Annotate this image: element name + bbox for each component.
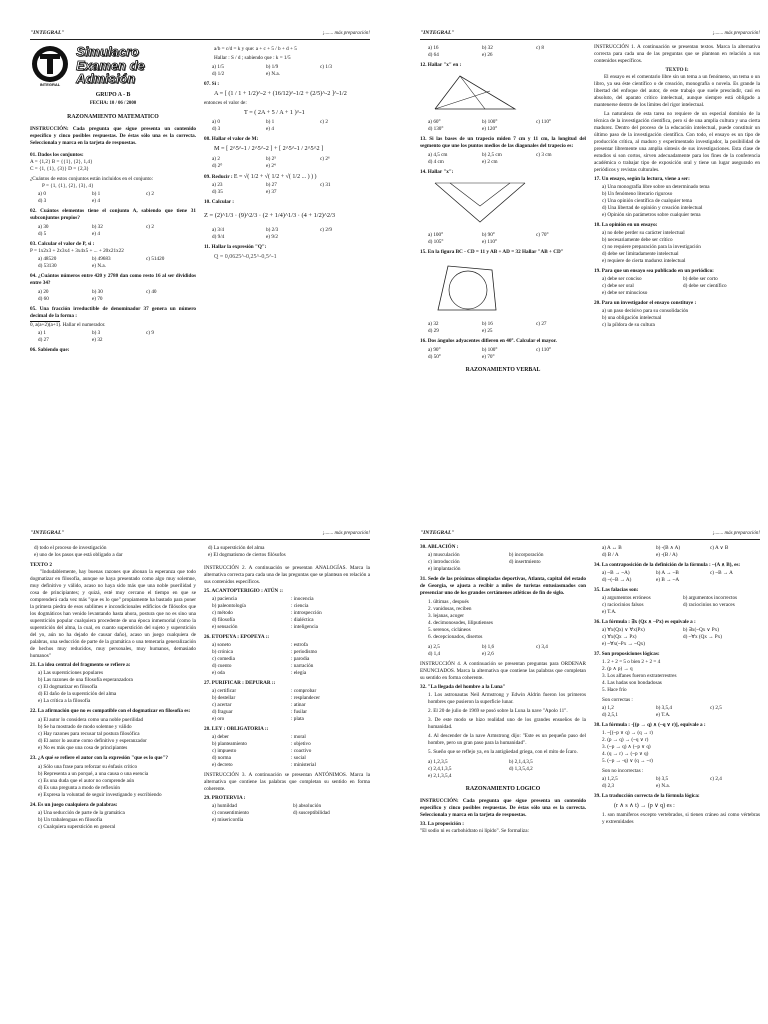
option[interactable]: c) 3,4 [536,643,548,650]
option[interactable]: d) 53130 [38,262,57,269]
option[interactable]: a) 3/4 [212,226,224,233]
option[interactable]: a) 20 [38,288,49,295]
logo-line-3: Admisión [76,71,136,87]
option[interactable]: e) debe ser minucioso [602,290,648,297]
option[interactable]: a) 100° [428,231,444,238]
option[interactable]: d) 35 [212,188,223,195]
option[interactable]: e) Expresa la voluntad de seguir investigando y escribiendo [38,792,162,799]
option[interactable]: c) 110° [536,346,551,353]
option[interactable]: a) 1/5 [212,63,224,70]
option[interactable]: b) necesariamente debe ser crítico [602,236,673,243]
math-formula: A = [ (1 / 1 + 1/2)^-2 + (16/12)^-1/2 + (2/5)^-2 ]^-1/2 [214,89,347,97]
option[interactable]: a) 1 [38,330,46,337]
math-formula: Q = 0,0625^-0,25^-0,5^-1 [214,253,277,260]
option[interactable]: d) 1,3,5,4,2 [509,765,533,772]
option[interactable]: c) 2,4,1,3,5 [428,765,452,772]
option[interactable]: e) 4 [92,197,100,204]
option[interactable]: a) 23 [212,181,223,188]
option[interactable]: c) Cualquiera superstición en general [38,824,116,831]
option[interactable]: e) N.a. [266,70,280,77]
option[interactable]: e) El dogmatismo de ciertos filósofos [208,551,286,558]
text-paragraph: "Indudablemente, hay buenas razones que abonan la esperanza que todo dogmatizar en filosofía, aunque se haya presentado como algo muy solemne, muy definitivo y válido, acaso no haya sido más que una noble puerilidad y cosa de principiantes; y quizá, esté muy cercano el tiempo en que se comprenderá cada vez más "que es lo que" propiamente ha bastado para poner la primera piedra de esos sublimes e incondicionales edificios de filósofos que los dogmáticos han venido levantando hasta ahora, postura que no es sino una superstición popular cualquiera procedente de una época inmemorial (como la superstición del alma, la cual, en cuanto superstición del sujeto y superstición del yo, aún no ha dejado de causar daño), acaso un juego cualquiera de palabras, una seducción de parte de la gramática o una temeraria generalización de hechos muy reducidos, muy personales, muy humanos, demasiado humanos" [30,568,196,659]
option[interactable]: c) 3 cm [536,151,552,158]
option[interactable]: e) No es más que una cosa de principiantes [38,744,128,751]
question-17: 17. Un ensayo, según la lectura, viene a ser: a) Una monografía libre sobre un determinado tema b) Un fenómeno literario riguroso c) Una opinión científica de cualquier tema d) Una libertad de opinión y creación intelectual e) Opinión sin parámetros sobre cualquier tema [594,176,760,219]
option[interactable]: e) uno de los pasos que está obligado a dar [34,551,123,558]
option[interactable]: d) 5 [38,230,47,237]
option[interactable]: b) absolución [293,803,322,810]
option[interactable]: a) 90° [428,346,441,353]
option[interactable]: a) 60° [428,118,441,125]
option[interactable]: a) argumentos erróneos [602,594,651,601]
option[interactable]: d) El autor lo asume como definitivo y esperanzador [38,737,147,744]
option[interactable]: a) Una seducción de parte de la gramática [38,810,125,817]
option[interactable]: a) musculación [428,551,460,558]
page-4 [420,530,760,1010]
option[interactable]: a) 1,2,5 [602,776,618,782]
option[interactable]: a) A ↔ B [602,544,622,551]
header-slogan: ¡....... más preparación! [712,30,760,36]
logo-ring-text: INTEGRAL [39,81,61,87]
option[interactable]: c) consentimiento [212,810,250,817]
exam-logo [30,44,196,88]
option[interactable]: d) 29 [428,327,439,334]
option[interactable]: e) misericordia [212,817,244,824]
header-title: "INTEGRAL" [30,30,65,36]
option[interactable]: b) 1 [266,119,275,126]
option[interactable]: c) ∀x(Qx → Px) [602,633,637,640]
option[interactable]: c) Es una duda que el autor no comprende aún [38,778,135,785]
option[interactable]: d) Es una pregunta a modo de reflexión [38,785,120,792]
page-3 [30,530,370,1010]
exam-date: FECHA: 10 / 06 / 2000 [89,101,137,107]
option[interactable]: b) 32 [482,44,493,51]
option[interactable]: a) un paso decisivo para su consolidación [602,308,689,315]
option[interactable]: b) argumentos incorrectos [683,594,738,601]
option[interactable]: c) raciocinios falsos [602,601,644,608]
question-20: 20. Para un investigador el ensayo constituye : a) un paso decisivo para su consolidación b) una obligación intelectual c) la píldora de su cultura [594,300,760,329]
option[interactable]: b) Se ha mostrado de modo solemne y válido [38,723,132,730]
option[interactable]: b) 100° [482,118,498,125]
option[interactable]: b) Un fenómeno literario riguroso [602,190,673,197]
option[interactable]: b) 1,6 [482,643,495,650]
option[interactable]: c) 2 [320,119,328,126]
question-18: 18. La opinión en un ensayo: a) no debe perder su carácter intelectual b) necesariamente debe ser crítico c) no requiere preparación para la investigación d) debe ser limitadamente intelectual e) requiere de cierta madurez intelectual [594,222,760,265]
question-36: 36. La fórmula : ∃x (Qx ∧ ~Px) es equivale a : a) ∀x(Qx) ∨ ∀x(Px) b) ∃x(~Qx ∨ Px) c) ∀x(Qx → Px) d) ~∀x (Qx → Px) e) ~∀x(~Px → ~Qx) [594,619,760,648]
option[interactable]: c) ~B → A [710,569,733,576]
option[interactable]: b) A → ~B [656,569,679,576]
header-title: "INTEGRAL" [30,530,65,536]
option[interactable]: d) B / A [602,551,619,558]
option[interactable]: a) 2 [212,155,220,162]
option[interactable]: b) 90° [482,231,495,238]
option[interactable]: d) 50° [428,353,441,360]
math-formula: Hallar : S / d ; sabiendo que : k = 1/5 [214,54,291,61]
option[interactable]: b) 1/9 [266,63,279,70]
option[interactable]: d) 2⁰ [212,162,223,169]
triangle-figure-icon [430,71,520,113]
question-21: 21. La idea central del fragmento se refiere a: a) Las supersticiones populares b) Las razones de una filosofía esperanzadora c) El dogmatizar en filosofía d) El daño de la superstición del alma e) La crítica a la filosofía [30,662,196,705]
option[interactable]: b) 30 [92,288,103,295]
question-29: 29. PROTERVIA : a) humildad b) absolución c) consentimiento d) susceptibilidad e) misericordia [204,795,370,824]
question-07: 07. Si : A = [ (1 / 1 + 1/2)^-2 + (16/12)^-1/2 + (2/5)^-2 ]^-1/2 entonces el valor de: T = ( 2A + 5 / A + 1 )^-1 a) 0 b) 1 c) 2 d) 3 e) 4 [204,81,370,134]
question-19: 19. Para que un ensayo sea publicado en un periódico: a) debe ser conciso b) debe ser corto c) debe ser oral d) debe ser científico e) debe ser minucioso [594,268,760,297]
option[interactable]: e) 9/2 [266,233,278,240]
option[interactable]: d) 4 cm [428,158,444,165]
option[interactable]: d) 2,3 [602,783,615,790]
option[interactable]: d) 9/4 [212,233,225,240]
option[interactable]: d) raciocinios no veraces [683,601,735,608]
option[interactable]: e) 70 [92,295,103,302]
question-13: 13. Si las bases de un trapecio miden 7 cm y 11 cm, la longitud del segmento que une los puntos medios de las diagonales del trapecio es: a) 4,5 cm b) 2,5 cm c) 3 cm d) 4 cm e) 2 cm [420,135,586,165]
option[interactable]: b) 27 [266,181,277,188]
text-title: TEXTO I: [665,66,689,73]
option[interactable]: a) 16 [428,44,439,51]
math-formula: a/b = c/d = k y que: a + c + 5 / b + d + 5 [214,45,297,52]
option[interactable]: d) susceptibilidad [293,810,330,817]
question-27: 27. PURIFICAR : DEPURAR :: a) certificar : comprobar b) destellar : resplandecer c) acertar : atinar d) fraguar : fusilar e) oro : plata [204,679,320,722]
option[interactable]: e) T.A. [602,608,617,615]
angle-figure-icon [430,178,530,226]
option[interactable]: e) 70° [482,353,495,360]
option[interactable]: d) 105° [428,238,444,245]
option[interactable]: b) 2⁵ [266,155,277,162]
question-09: 09. Reducir : E = √( 1/2 + √( 1/2 + √( 1/2 ... ) ) ) a) 23 b) 27 c) 31 d) 35 e) 37 [204,173,370,196]
option[interactable]: b) 1 [92,190,101,197]
option[interactable]: c) 40 [146,288,157,295]
option[interactable]: e) Opinión sin parámetros sobre cualquier tema [602,211,701,218]
option[interactable]: c) 51420 [146,255,165,262]
option[interactable]: e) 2,6 [482,650,494,657]
option[interactable]: e) requiere de cierta madurez intelectual [602,258,686,264]
instructions: INSTRUCCIÓN 4. A continuación se presentan preguntas para ORDENAR ENUNCIADOS. Marca la alternativa que contiene las palabras que completan su sentido en forma coherente. [420,660,586,681]
page-header [420,530,760,540]
section-title-logic: RAZONAMIENTO LOGICO [465,786,541,793]
option[interactable]: d) La superstición del alma [208,544,265,551]
question-26: 26. ETOPEYA : EPOPEYA :: a) soneto : estrofa b) crónica : periodismo c) comedia : parodia d) cuento : narración e) oda : elegía [204,633,318,676]
option[interactable]: e) 2⁴ [266,162,276,169]
option[interactable]: a) no debe perder su carácter intelectual [602,229,685,236]
question-10: 10. Calcular : Z = (2)^1/3 · (9)^2/3 · (2 + 1/4)^1/3 · (4 + 1/2)^2/3 a) 3/4 b) 2/3 c) 2/9 d) 9/4 e) 9/2 [204,199,370,241]
option[interactable]: d) El daño de la superstición del alma [38,690,117,697]
option[interactable]: e) N.a. [656,783,670,790]
math-formula: E = √( 1/2 + √( 1/2 + √( 1/2 ... ) ) ) [233,173,317,180]
option[interactable]: d) 130° [428,125,444,132]
option[interactable]: e) ~∀x(~Px → ~Qx) [602,640,645,647]
page-1 [30,30,370,510]
option[interactable]: e) 25 [482,327,493,334]
option[interactable]: d) 3 [38,197,47,204]
option[interactable]: e) 4 [92,230,100,237]
option[interactable]: c) 1/3 [320,63,332,70]
option[interactable]: a) Una monografía libre sobre un determinado tema [602,183,710,190]
option[interactable]: d) 3 [212,126,221,133]
option[interactable]: d) debe ser limitadamente intelectual [602,250,679,257]
option[interactable]: c) Una opinión científica de cualquier tema [602,197,692,204]
option[interactable]: c) 2 [146,223,154,230]
option[interactable]: b) ∃x(~Qx ∨ Px) [683,626,719,633]
question-01: 01. Dados los conjuntos: A = {1,2} B = {{1}, {2}, 1,4} C = {1, {1}, {3}} D = {2,3} ¿Cuántos de estos conjuntos están incluidos en el conjunto: P = {1, {1}, {2}, {3}, 4} a) 0 b) 1 c) 2 d) 3 e) 4 [30,152,196,205]
circle-quadrilateral-figure-icon [430,260,500,315]
section-title-verbal: RAZONAMIENTO VERBAL [465,366,541,373]
question-16: 16. Dos ángulos adyacentes difieren en 40°. Calcular el mayor. a) 90° b) 100° c) 110° d) 50° e) 70° [420,338,586,361]
page-2 [420,30,760,510]
option[interactable]: c) 27 [536,320,547,327]
option[interactable]: c) A ∨ B [710,544,729,551]
header-slogan: ¡....... más preparación! [322,30,370,36]
question-08: 08. Hallar el valor de M: M = [ 2^5^-1 / 2^5^-2 ] + [ 2^5^-1 / 2^5^2 ] a) 2 b) 2⁵ c) 2⁶ d) 2⁰ e) 2⁴ [204,136,370,169]
question-32: 32. "La llegada del hombre a la Luna" 1. Los astronautas Neil Armstrong y Edwin Aldrin fueron los primeros hombres que pusieron la superficie lunar. 2. El 20 de julio de 1969 se posó sobre la Luna la nave "Apolo 11". 3. De este modo se hizo realidad uno de los grandes ensueños de la humanidad. 4. Al descender de la nave Armstrong dijo: "Este es un pequeño paso del hombre, pero un gran paso para la humanidad". 5. Sueño que se reflejo ya, en la antigüedad griega, con el mito de Ícaro. a) 1,2,3,5 b) 2,1,4,3,5 c) 2,4,1,3,5 d) 1,3,5,4,2 e) 2,1,3,5,4 [420,683,586,779]
question-11: 11. Hallar la expresión "Q": Q = 0,0625^-0,25^-0,5^-1 [204,244,370,261]
option[interactable]: e) B → ~A [656,576,680,583]
logo-line-2: Examen de [76,57,145,73]
option[interactable]: d) 64 [428,51,439,58]
option[interactable]: d) ~(~B → A) [602,576,632,583]
option[interactable]: a) 0 [212,119,220,126]
logo-line-1: Simulacro [76,44,139,60]
option[interactable]: a) ∀x(Qx) ∨ ∀x(Px) [602,626,645,633]
option[interactable]: b) 32 [92,223,103,230]
text-title: TEXTO 2 [30,561,52,568]
integral-emblem-icon [30,44,70,88]
option[interactable]: a) 30 [38,223,49,230]
option[interactable]: c) no requiere preparación para la investigación [602,243,701,250]
option[interactable]: a) 48520 [38,255,57,262]
option[interactable]: a) 1,2 [602,704,614,711]
option[interactable]: b) una obligación intelectual [602,315,662,322]
question-06: 06. Sabiendo que: [30,347,70,354]
option[interactable]: a) Sólo una frase para reforzar su énfasis crítico [38,764,138,770]
option[interactable]: a) 1,2,3,5 [428,758,448,765]
instructions: INSTRUCCIÓN 3. A continuación se presentan ANTÓNIMOS. Marca la alternativa que contiene las palabras que completan su sentido en forma coherente. [204,772,370,793]
option[interactable]: d) Una libertad de opinión y creación intelectual [602,204,703,211]
option[interactable]: c) Hay razones para recusar tal postura filosófica [38,730,140,737]
question-05: 05. Una fracción irreductible de denominador 37 genera un número decimal de la forma : 0, a(a+2)(a+1). Hallar el numerador. a) 1 b) 3 c) 9 d) 27 e) 32 [30,305,196,344]
option[interactable]: d) ~∀x (Qx → Px) [683,633,722,640]
group-label: GRUPO A - B [95,91,131,98]
option[interactable]: b) 16 [482,320,493,327]
option[interactable]: b) 3,5,4 [656,704,672,711]
option[interactable]: e) 2 cm [482,158,498,165]
header-slogan: ¡....... más preparación! [322,530,370,536]
page-header [30,30,370,40]
option[interactable]: a) debe ser conciso [602,276,642,283]
option[interactable]: c) 70° [536,231,549,238]
option[interactable]: d) insertmiento [509,558,541,565]
option[interactable]: e) 37 [266,188,277,195]
question-12: 12. Hallar "x" en : a) 60° b) 100° c) 110° d) 130° e) 120° [420,62,586,133]
option[interactable]: d) todo el proceso de investigación [34,544,107,551]
question-28: 28. LEY : OBLIGATORIA :: a) deber : moral b) planteamiento : objetivo c) impuesto : coactivo d) norma : social e) decreto : ministerial [204,725,316,768]
option[interactable]: a) ~B → ~A) [602,569,630,576]
math-formula: Z = (2)^1/3 · (9)^2/3 · (2 + 1/4)^1/3 · (4 + 1/2)^2/3 [204,211,336,219]
option[interactable]: e) 110° [482,238,497,245]
option[interactable]: d) 60 [38,295,49,302]
option[interactable]: b) Representa a un porqué, a una causa o una esencia [38,771,149,778]
instructions: INSTRUCCIÓN: Cada pregunta que sigue presenta un contenido específico y cinco posibles respuestas. De éstas sólo una es la correcta. Seleccionala y marca en la tarjeta de respuestas. [420,797,586,818]
text-paragraph: La naturaleza de esta tarea no requiere de un especial dominio de la técnica de la investigación científica, pero sí de una amplia cultura y una cierta madurez. Dentro del proceso de la educación intelectual, puede constituir un último paso de la investigación científica. Con todo, el ensayo es un tipo de producción crítica, al maduro y experimentado investigador, la posibilidad de presentar libremente una amplia síntesis de sus investigaciones. Esta clase de estudios si son cortos, sirven adecuadamente para los fines de la conferencia académica o trabajar tipo de exposición oral y tiene un lugar asegurado en periódicos y revistas culturales. [594,110,760,173]
option[interactable]: b) Un trabalenguas en filosofía [38,817,103,824]
math-formula: M = [ 2^5^-1 / 2^5^-2 ] + [ 2^5^-1 / 2^5^2 ] [214,145,324,153]
option[interactable]: d) 1/2 [212,70,225,77]
option[interactable]: e) 26 [482,51,493,58]
header-title: "INTEGRAL" [420,30,455,36]
option[interactable]: b) 3,5 [656,776,669,782]
option[interactable]: a) Las supersticiones populares [38,669,103,676]
option[interactable]: c) 2/9 [320,226,332,233]
page-header [420,30,760,40]
option[interactable]: a) 0 [38,190,46,197]
instructions: INSTRUCCIÓN: Cada pregunta que sigue presenta un contenido específico y cinco posibles respuestas. De éstas sólo una es la correcta. Seleccionala y marca en la tarjeta de respuestas. [30,125,196,146]
question-23: 23. ¿A qué se refiere el autor con la expresión "que es lo que"? a) Sólo una frase para reforzar su énfasis crítico b) Representa a un porqué, a una causa o una esencia c) Es una duda que el autor no comprende aún d) Es una pregunta a modo de reflexión e) Expresa la voluntad de seguir investigando y escribiendo [30,755,196,799]
option[interactable]: b) 2/3 [266,226,279,233]
text-paragraph: El ensayo es el comentario libre sin un tema a un fenómeno, un tema o un libro, ya sea éste científico o de creación, monografía o novela. Es grande la libertad del enfoque del autor, de este trabajo que suele prescindir, casi en absoluto, del aparato crítico intelectual, aunque siempre está obligado a mantenerse dentro de los límites del rigor intelectual. [594,73,760,108]
option[interactable]: b) incorporación [509,551,544,558]
option[interactable]: d) 2,5,1 [602,711,618,718]
option[interactable]: a) 2,5 [428,643,440,650]
section-title-math: RAZONAMIENTO MATEMATICO [67,113,159,120]
option[interactable]: c) 2,5 [710,704,722,711]
option[interactable]: d) 27 [38,337,49,344]
question-22: 22. La afirmación que no es compatible con el dogmatizar en filosofía es: a) El autor lo considera como una noble puerilidad b) Se ha mostrado de modo solemne y válido c) Hay razones para recusar tal postura filosófica d) El autor lo asume como definitivo y esperanzador e) No es más que una cosa de principiantes [30,708,196,752]
option[interactable]: b) 3 [92,330,101,337]
header-slogan: ¡....... más preparación! [712,530,760,536]
option[interactable]: b) Las razones de una filosofía esperanzadora [38,676,133,683]
option[interactable]: c) 2 [146,190,154,197]
question-25: 25. ACANTOPTERIGIO : ATÚN :: a) paciencia : inocencia b) paleontología : ciencia c) método : introspección d) filosofía : dialéctica e) sensación : inteligencia [204,587,322,630]
option[interactable]: c) 9 [146,330,154,337]
option[interactable]: a) 32 [428,320,439,327]
option[interactable]: d) debe ser científico [683,283,727,290]
instructions: INSTRUCCIÓN 2. A continuación se presentan ANALOGÍAS. Marca la alternativa correcta para cada una de las preguntas que se plantean en relación a sus contenidos específicos. [204,564,370,585]
option[interactable]: e) N.a. [92,262,106,269]
question-02: 02. Cuántos elementos tiene el conjunto A, sabiendo que tiene 31 subconjuntos propios? a) 30 b) 32 c) 2 d) 5 e) 4 [30,207,196,237]
option[interactable]: b) debe ser corto [683,276,718,283]
option[interactable]: e) La crítica a la filosofía [38,697,91,704]
option[interactable]: c) El dogmatizar en filosofía [38,683,98,690]
option[interactable]: e) T.A. [656,711,671,718]
option[interactable]: c) 31 [320,181,331,188]
math-formula: T = ( 2A + 5 / A + 1 )^-1 [244,109,305,116]
question-14: 14. Hallar "x": a) 100° b) 90° c) 70° d) 105° e) 110° [420,169,586,246]
option[interactable]: e) 2,1,3,5,4 [428,773,452,779]
option[interactable]: d) 1,4 [428,650,441,657]
option[interactable]: e) 4 [266,126,274,133]
option[interactable]: e) 32 [92,337,103,344]
option[interactable]: e) -(B / A) [656,551,678,558]
question-15: 15. En la figura BC - CD = 11 y AB + AD = 32 Hallar "AB + CD" a) 32 b) 16 c) 27 d) 29 e) 25 [420,249,586,335]
option[interactable]: e) implantación [428,565,461,572]
question-03: 03. Calcular el valor de P, si : P = 1x2x3 + 2x3x4 + 3x4x5 + ... + 20x21x22 a) 48520 b) 49683 c) 51420 d) 53130 e) N.a. [30,241,196,270]
question-04: 04. ¿Cuántos números entre 420 y 2780 dan como resto 16 al ser divididos entre 34? a) 20 b) 30 c) 40 d) 60 e) 70 [30,272,196,302]
option[interactable]: c) 8 [536,44,544,51]
option[interactable]: b) -(B ∧ A) [656,544,681,551]
question-37: 37. Son proposiciones lógicas: 1. 2 + 2 = 5 o bien 2 + 2 = 4 2. (p ∧ p) → q 3. Los alfanes fueron extraterrestres 4. Las hadas son bondadosas 5. Hace frío Son correctas : a) 1,2 b) 3,5,4 c) 2,5 d) 2,5,1 e) T.A. [594,651,760,719]
question-34: 34. La contraposición de la definición de la fórmula : ~(A ∧ B), es: a) ~B → ~A) b) A → ~B c) ~B → A d) ~(~B → A) e) B → ~A [594,562,760,584]
question-24: 24. Es un juego cualquiera de palabras: a) Una seducción de parte de la gramática b) Un trabalenguas en filosofía c) Cualquiera superstición en general [30,802,196,831]
option[interactable]: b) 100° [482,346,498,353]
option[interactable]: a) El autor lo considera como una noble puerilidad [38,716,144,723]
page-header [30,530,370,540]
option[interactable]: e) 120° [482,125,498,132]
option[interactable]: a) humildad [212,803,237,810]
question-30: 30. ABLACIÓN : a) musculación b) incorporación c) introducción d) insertmiento e) implantación [420,544,586,573]
option[interactable]: c) debe ser oral [602,283,634,290]
question-31: 31. Sede de las próximas olimpiadas deportivas, Atlanta, capital del estado de Georgia, se ajusta a recibir a miles de turistas entusiasmados con presenciar uno de los grandes certámenes atléticos de fin de siglo. 1. últimas , después 2. vanidosas, reciben 3. lejanas, acoger 4. decimonosodes, liliputienses 5. serenos, cicláneos 6. decepcionados, disertos a) 2,5 b) 1,6 c) 3,4 d) 1,4 e) 2,6 [420,575,586,657]
option[interactable]: b) 49683 [92,255,111,262]
question-33: 33. La proposición : "El sodio ni es carbohidrato ni lípido". Se formaliza: [420,820,529,834]
question-39: 39. La traducción correcta de la fórmula lógica: (r ∧ s ∧ t) → (p ∨ q) es : 1. son mamíferos excepto vertebrados, si tienen cráneo así como vértebras y extremidades [594,793,760,826]
math-formula: 0, a(a+2)(a+1) [30,322,61,329]
question-38: 38. La fórmula : -[(p → q) ∧ (~q ∨ r)], equivale a : 1. ~[(~p ∨ q) → (q → r) 2. (p → q) → (~q ∨ r) 3. (~p → q) ∧ (~p ∨ q) 4. (q → r) → (~p ∨ q) 5. (~p → -q) ∨ (q → ~r) Son no incorrectas : a) 1,2,5 b) 3,5 c) 2,4 d) 2,3 e) N.a. [594,722,760,790]
option[interactable]: c) 110° [536,118,551,125]
option[interactable]: b) 2,1,4,3,5 [509,758,533,765]
option[interactable]: c) la píldora de su cultura [602,322,655,329]
option[interactable]: b) 2,5 cm [482,151,502,158]
math-formula: (r ∧ s ∧ t) → (p ∨ q) es : [614,803,675,810]
question-35: 35. Las falacias son: a) argumentos erróneos b) argumentos incorrectos c) raciocinios falsos d) raciocinios no veraces e) T.A. [594,587,760,616]
option[interactable]: c) introducción [428,558,460,565]
option[interactable]: a) 4,5 cm [428,151,448,158]
header-title: "INTEGRAL" [420,530,455,536]
option[interactable]: c) 2,4 [710,776,722,782]
instructions: INSTRUCCIÓN 1. A continuación se presentan textos. Marca la alternativa correcta para cada una de las preguntas que se plantean en relación a sus contenidos específicos. [594,43,760,64]
option[interactable]: c) 2⁶ [320,155,330,162]
